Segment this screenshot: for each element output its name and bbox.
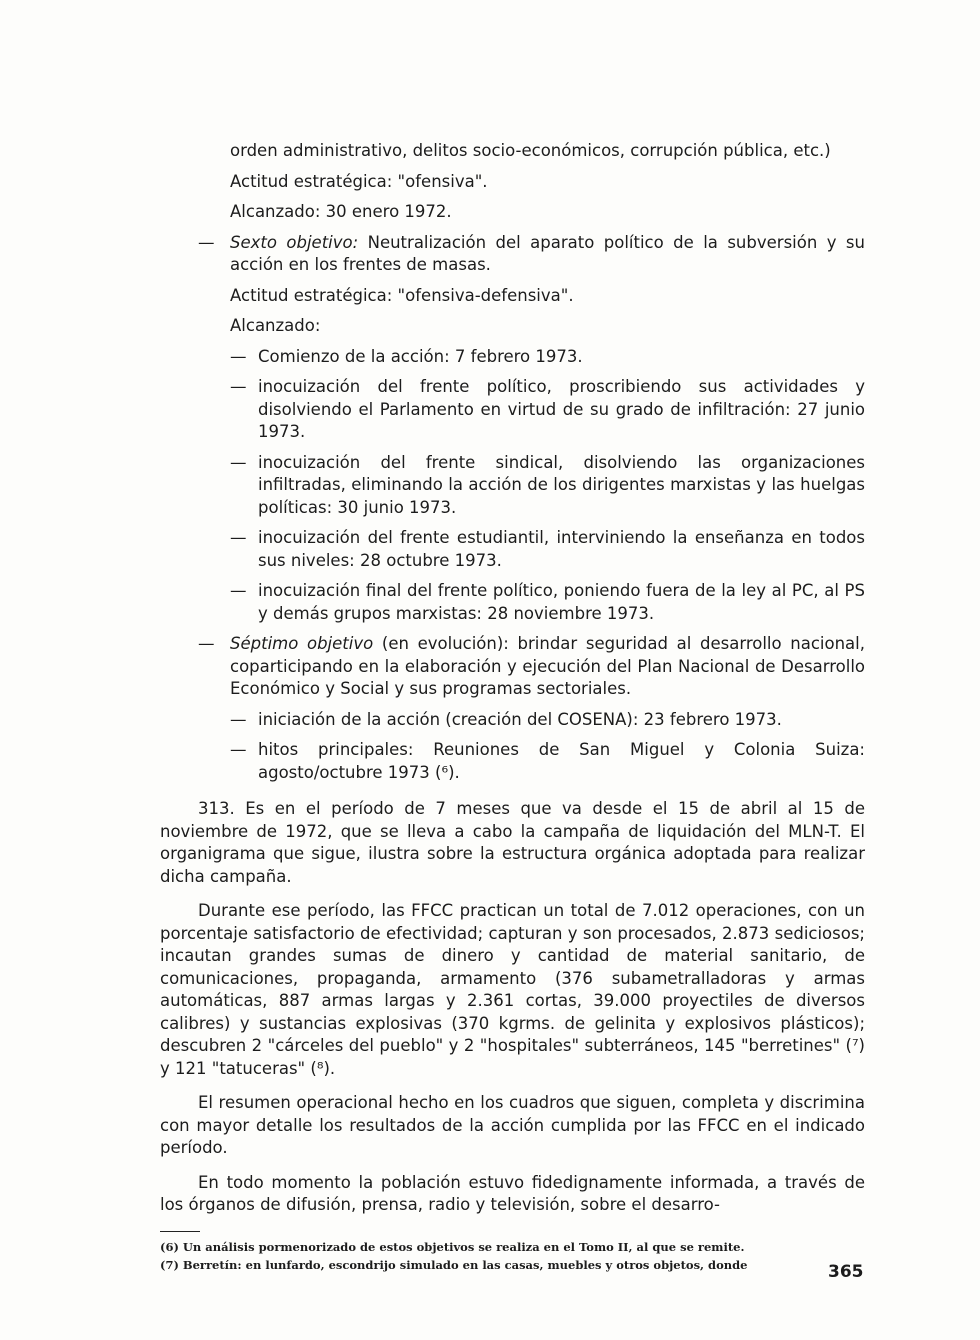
list-item: — inocuización final del frente político, poniendo fuera de la ley al PC, al PS y demás grupos marxistas: 28 noviembre 1973.	[230, 581, 865, 623]
list-item: — inocuización del frente político, proscribiendo sus actividades y disolviendo el Parlamento en virtud de su grado de infiltración: 27 junio 1973.	[230, 377, 865, 441]
footnote: (7) Berretín: en lunfardo, escondrijo simulado en las casas, muebles y otros objetos, donde	[160, 1257, 748, 1272]
dash: —	[198, 232, 215, 252]
list-item: — inocuización del frente sindical, disolviendo las organizaciones infiltradas, eliminando la acción de los dirigentes marxistas y las huelgas políticas: 30 junio 1973.	[230, 452, 865, 517]
text-line: Actitud estratégica: "ofensiva".	[230, 171, 488, 191]
sexto-label: Sexto objetivo:	[230, 232, 359, 252]
text-line: orden administrativo, delitos socio-económicos, corrupción pública, etc.)	[230, 141, 831, 160]
page-body	[160, 140, 865, 1274]
list-item: — inocuización del frente estudiantil, interviniendo la enseñanza en todos sus niveles: 28 octubre 1973.	[230, 528, 865, 570]
paragraph: 313. Es en el período de 7 meses que va desde el 15 de abril al 15 de noviembre de 1972, que se lleva a cabo la campaña de liquidación del MLN-T. El organigrama que sigue, ilustra sobre la estructura orgánica adoptada para realizar dicha campaña.	[160, 799, 865, 886]
sexto-objetivo	[160, 232, 865, 277]
sexto-alcanzado: Alcanzado:	[230, 316, 321, 335]
list-item: — iniciación de la acción (creación del COSENA): 23 febrero 1973.	[230, 709, 782, 729]
septimo-text: (en evolución): brindar seguridad al desarrollo nacional, coparticipando en la elaboración y ejecución del Plan Nacional de Desarrollo Económico y Social y sus programas sectoriales.	[230, 634, 865, 698]
sexto-actitud: Actitud estratégica: "ofensiva-defensiva".	[230, 285, 574, 305]
paragraph: El resumen operacional hecho en los cuadros que siguen, completa y discrimina con mayor detalle los resultados de la acción cumplida por las FFCC en el indicado período.	[160, 1093, 865, 1157]
list-item: — Comienzo de la acción: 7 febrero 1973.	[230, 346, 583, 366]
septimo-label: Séptimo objetivo	[230, 634, 374, 653]
footnote-rule	[160, 1231, 200, 1232]
list-item: — hitos principales: Reuniones de San Miguel y Colonia Suiza: agosto/octubre 1973 (⁶).	[230, 740, 865, 782]
septimo-objetivo	[160, 633, 865, 701]
paragraph: Durante ese período, las FFCC practican un total de 7.012 operaciones, con un porcentaje satisfactorio de efectividad; capturan y son procesados, 2.873 sediciosos; incautan grandes sumas de dinero y cantidad de material sanitario, de comunicaciones, propaganda, armamento (376 subametralladoras y armas automáticas, 887 armas largas y 2.361 cortas, 39.000 proyectiles de diversos calibres) y sustancias explosivas (370 kgrms. de gelinita y explosivos plásticos); descubren 2 "cárceles del pueblo" y 2 "hospitales" subterráneos, 145 "berretines" (⁷) y 121 "tatuceras" (⁸).	[160, 901, 865, 1078]
dash: —	[198, 634, 215, 653]
page-number: 365	[828, 1262, 864, 1282]
footnote: (6) Un análisis pormenorizado de estos objetivos se realiza en el Tomo II, al que se remite.	[160, 1239, 745, 1254]
sexto-text: Neutralización del aparato político de la subversión y su acción en los frentes de masas.	[230, 232, 865, 274]
paragraph: En todo momento la población estuvo fidedignamente informada, a través de los órganos de difusión, prensa, radio y televisión, sobre el desarro-	[160, 1172, 865, 1214]
text-line: Alcanzado: 30 enero 1972.	[230, 202, 452, 221]
